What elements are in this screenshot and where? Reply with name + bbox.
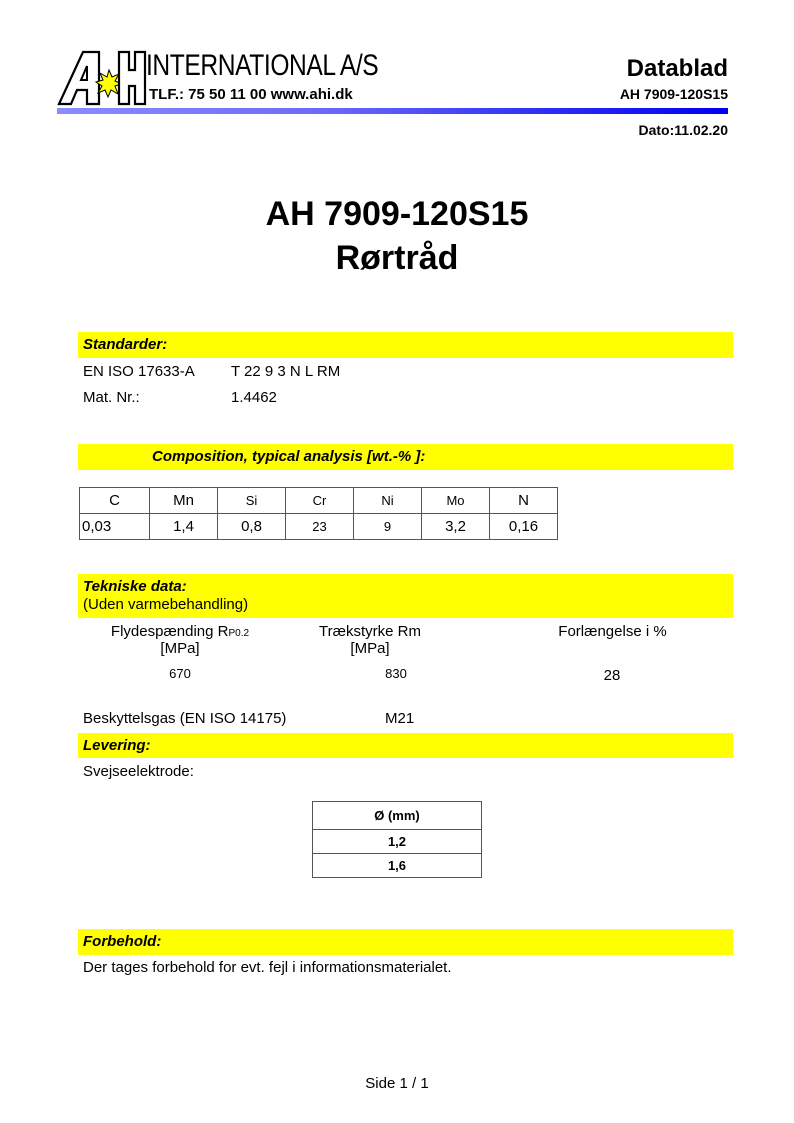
elongation-header bbox=[540, 623, 685, 640]
diameter-value: 1,2 bbox=[313, 830, 482, 854]
shielding-gas-label: Beskyttelsgas (EN ISO 14175) bbox=[83, 710, 287, 727]
element-cr: Cr bbox=[286, 488, 354, 514]
disclaimer-text: Der tages forbehold for evt. fejl i informationsmaterialet. bbox=[83, 959, 452, 976]
product-title: AH 7909-120S15 bbox=[265, 195, 529, 233]
document-date: Dato:11.02.20 bbox=[638, 122, 728, 138]
yield-strength-value: 670 bbox=[169, 666, 191, 681]
tensile-strength-value: 830 bbox=[385, 666, 407, 681]
element-mo: Mo bbox=[422, 488, 490, 514]
company-logo bbox=[57, 50, 147, 106]
value-mo: 3,2 bbox=[422, 514, 490, 540]
section-levering bbox=[78, 733, 733, 758]
section-tekniske bbox=[78, 574, 733, 618]
value-si: 0,8 bbox=[218, 514, 286, 540]
shielding-gas-value: M21 bbox=[385, 710, 415, 727]
value-c: 0,03 bbox=[80, 514, 150, 540]
section-heading: Levering: bbox=[83, 737, 151, 754]
diameter-table bbox=[312, 801, 482, 878]
table-row bbox=[80, 514, 558, 540]
elongation-value: 28 bbox=[603, 667, 621, 684]
element-si: Si bbox=[218, 488, 286, 514]
section-heading: Composition, typical analysis [wt.-% ]: bbox=[152, 448, 426, 465]
tensile-strength-label: Trækstyrke Rm bbox=[319, 623, 421, 640]
composition-table bbox=[79, 487, 558, 540]
standard-value: T 22 9 3 N L RM bbox=[231, 363, 341, 380]
section-heading: Standarder: bbox=[83, 336, 168, 353]
company-name: INTERNATIONAL A/S bbox=[146, 49, 379, 82]
yield-strength-unit: [MPa] bbox=[160, 640, 200, 657]
table-header-row bbox=[313, 802, 482, 830]
page-number: Side 1 / 1 bbox=[365, 1075, 429, 1092]
section-subheading: (Uden varmebehandling) bbox=[83, 596, 249, 613]
table-row bbox=[313, 830, 482, 854]
product-subtitle: Rørtråd bbox=[335, 239, 459, 277]
diameter-value: 1,6 bbox=[313, 854, 482, 878]
mat-nr-label: Mat. Nr.: bbox=[83, 389, 140, 406]
element-mn: Mn bbox=[150, 488, 218, 514]
yield-strength-label: Flydespænding R bbox=[110, 623, 229, 640]
yield-strength-subscript: P0.2 bbox=[228, 628, 250, 639]
diameter-header: Ø (mm) bbox=[313, 802, 482, 830]
element-c: C bbox=[80, 488, 150, 514]
section-composition bbox=[78, 444, 733, 470]
table-header-row bbox=[80, 488, 558, 514]
header-divider bbox=[57, 108, 728, 114]
section-standarder bbox=[78, 332, 733, 358]
elongation-label: Forlængelse i % bbox=[558, 623, 667, 640]
section-forbehold bbox=[78, 929, 733, 955]
value-n: 0,16 bbox=[490, 514, 558, 540]
section-heading: Tekniske data: bbox=[83, 578, 187, 595]
table-row bbox=[313, 854, 482, 878]
document-type: Datablad bbox=[626, 55, 728, 82]
value-cr: 23 bbox=[286, 514, 354, 540]
element-ni: Ni bbox=[354, 488, 422, 514]
value-ni: 9 bbox=[354, 514, 422, 540]
section-heading: Forbehold: bbox=[83, 933, 162, 950]
tensile-strength-header bbox=[305, 623, 435, 657]
delivery-item: Svejseelektrode: bbox=[83, 763, 194, 780]
yield-strength-header bbox=[100, 623, 260, 657]
element-n: N bbox=[490, 488, 558, 514]
tensile-strength-unit: [MPa] bbox=[350, 640, 390, 657]
company-contact: TLF.: 75 50 11 00 www.ahi.dk bbox=[149, 86, 353, 103]
value-mn: 1,4 bbox=[150, 514, 218, 540]
document-code: AH 7909-120S15 bbox=[619, 86, 728, 102]
standard-label: EN ISO 17633-A bbox=[83, 363, 195, 380]
mat-nr-value: 1.4462 bbox=[231, 389, 277, 406]
